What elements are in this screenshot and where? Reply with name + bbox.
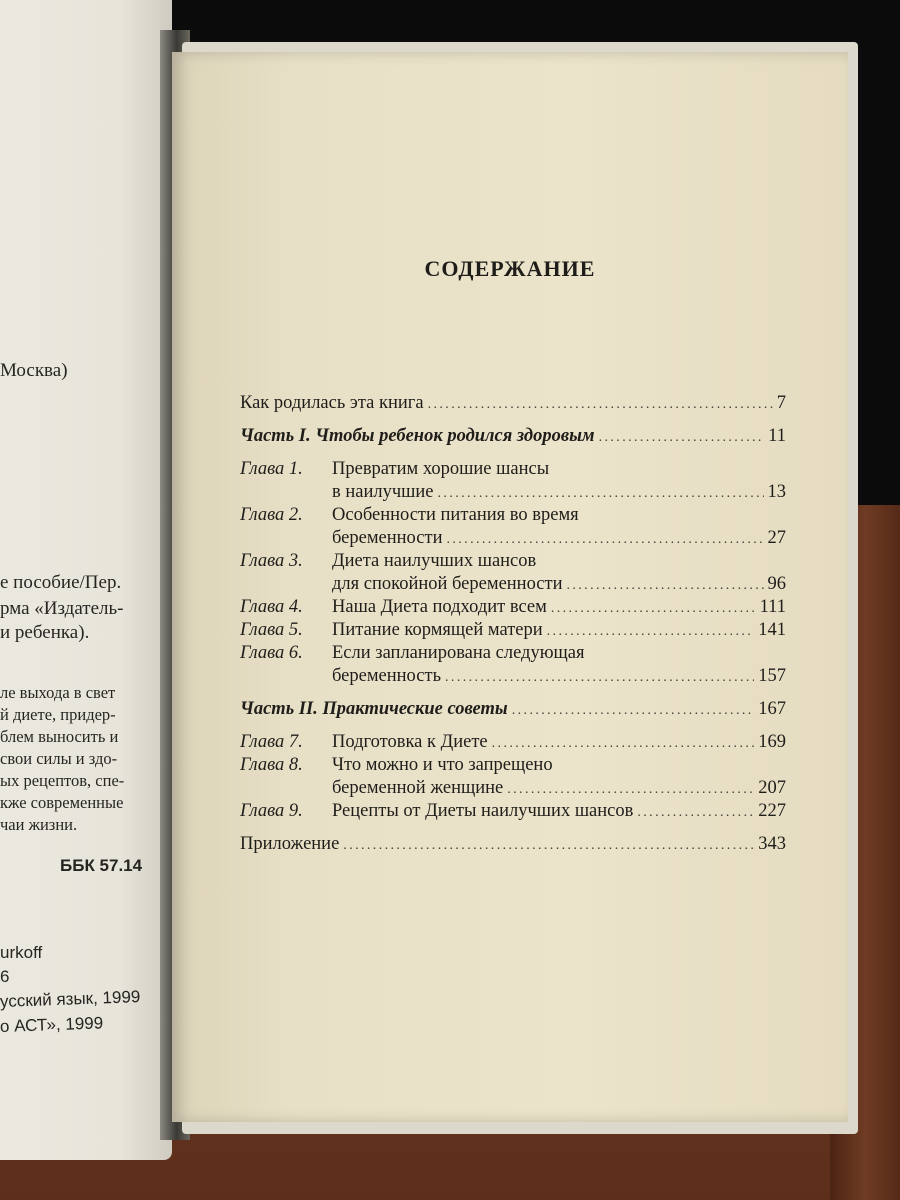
- left-line-2: е пособие/Пер.: [0, 572, 122, 593]
- toc-entry: [240, 425, 786, 448]
- toc-chapter-label: Глава 3.: [240, 551, 303, 571]
- toc-page-number: 167: [758, 699, 786, 719]
- toc-page-number: 111: [759, 597, 786, 617]
- left-line-11: чаи жизни.: [0, 815, 78, 834]
- toc-entry-text: Приложение: [240, 834, 340, 854]
- toc-entry-text: Что можно и что запрещено: [332, 755, 553, 775]
- left-line-8: свои силы и здо-: [0, 749, 118, 768]
- toc-entry-continued: [240, 573, 786, 596]
- toc-entry-text: Превратим хорошие шансы: [332, 459, 550, 479]
- leader-dots: [637, 801, 754, 824]
- toc-part-title: Часть II. Практические советы: [240, 699, 508, 719]
- leader-dots: [445, 666, 754, 689]
- toc-chapter-label: Глава 9.: [240, 801, 303, 821]
- toc-chapter-label: Глава 5.: [240, 620, 303, 640]
- leader-dots: [492, 732, 755, 755]
- toc-entry-text: Рецепты от Диеты наилучших шансов: [332, 801, 634, 821]
- table-of-contents: [240, 392, 786, 856]
- leader-dots: [551, 597, 756, 620]
- toc-page-number: 27: [767, 528, 786, 548]
- toc-entry: [240, 550, 786, 573]
- toc-chapter-label: Глава 1.: [240, 459, 303, 479]
- right-page: [172, 52, 848, 1122]
- leader-dots: [438, 482, 764, 505]
- left-line-7: блем выносить и: [0, 727, 119, 746]
- toc-page-number: 7: [776, 393, 786, 413]
- toc-entry-text: Питание кормящей матери: [332, 620, 543, 640]
- leader-dots: [446, 528, 763, 551]
- toc-entry-text: Подготовка к Диете: [332, 732, 488, 752]
- toc-chapter-label: Глава 2.: [240, 505, 303, 525]
- left-line-4: и ребенка).: [0, 622, 90, 643]
- toc-entry-text: Если запланирована следующая: [332, 643, 585, 663]
- toc-part-title: Часть I. Чтобы ребенок родился здоровым: [240, 426, 595, 446]
- leader-dots: [599, 426, 765, 449]
- toc-entry: [240, 698, 786, 721]
- toc-entry: [240, 754, 786, 777]
- left-line-10: кже современные: [0, 793, 124, 812]
- toc-entry: [240, 392, 786, 415]
- toc-entry: [240, 504, 786, 527]
- toc-entry-text: беременной женщине: [332, 778, 504, 798]
- toc-chapter-label: Глава 6.: [240, 643, 303, 663]
- toc-entry: [240, 619, 786, 642]
- toc-entry-text: Наша Диета подходит всем: [332, 597, 547, 617]
- toc-page-number: 96: [767, 574, 786, 594]
- left-page: [0, 0, 172, 1160]
- toc-page-number: 207: [758, 778, 786, 798]
- toc-entry: [240, 596, 786, 619]
- toc-entry-text: Как родилась эта книга: [240, 393, 424, 413]
- toc-title: СОДЕРЖАНИЕ: [424, 256, 596, 281]
- toc-chapter-label: Глава 8.: [240, 755, 303, 775]
- toc-entry-continued: [240, 481, 786, 504]
- leader-dots: [507, 778, 754, 801]
- toc-entry-text: Особенности питания во время: [332, 505, 579, 525]
- toc-entry: [240, 458, 786, 481]
- toc-entry-text: в наилучшие: [332, 482, 434, 502]
- left-line-6: й диете, придер-: [0, 705, 116, 724]
- toc-page-number: 11: [768, 426, 786, 446]
- toc-entry: [240, 800, 786, 823]
- leader-dots: [428, 393, 773, 416]
- toc-entry-continued: [240, 527, 786, 550]
- left-line-15: усский язык, 1999: [0, 987, 141, 1011]
- left-bbk: ББК 57.14: [60, 856, 143, 875]
- left-line-16: о АСТ», 1999: [0, 1013, 104, 1036]
- toc-page-number: 343: [758, 834, 786, 854]
- toc-entry-continued: [240, 777, 786, 800]
- toc-entry: [240, 642, 786, 665]
- toc-entry: [240, 731, 786, 754]
- toc-chapter-label: Глава 7.: [240, 732, 303, 752]
- toc-entry-text: для спокойной беременности: [332, 574, 563, 594]
- toc-entry-text: Диета наилучших шансов: [332, 551, 537, 571]
- toc-page-number: 13: [767, 482, 786, 502]
- toc-entry: [240, 833, 786, 856]
- left-line-14: 6: [0, 967, 10, 986]
- toc-entry-text: беременность: [332, 666, 442, 686]
- left-line-13: urkoff: [0, 943, 43, 962]
- toc-page-number: 157: [758, 666, 786, 686]
- left-line-3: рма «Издатель-: [0, 598, 124, 619]
- toc-chapter-label: Глава 4.: [240, 597, 303, 617]
- left-line-9: ых рецептов, спе-: [0, 771, 125, 790]
- toc-entry-text: беременности: [332, 528, 443, 548]
- left-line-1: Москва): [0, 360, 68, 381]
- toc-page-number: 141: [758, 620, 786, 640]
- toc-entry-continued: [240, 665, 786, 688]
- leader-dots: [566, 574, 763, 597]
- toc-page-number: 227: [758, 801, 786, 821]
- leader-dots: [343, 834, 754, 857]
- leader-dots: [512, 699, 755, 722]
- leader-dots: [547, 620, 755, 643]
- left-line-5: ле выхода в свет: [0, 683, 116, 702]
- toc-page-number: 169: [758, 732, 786, 752]
